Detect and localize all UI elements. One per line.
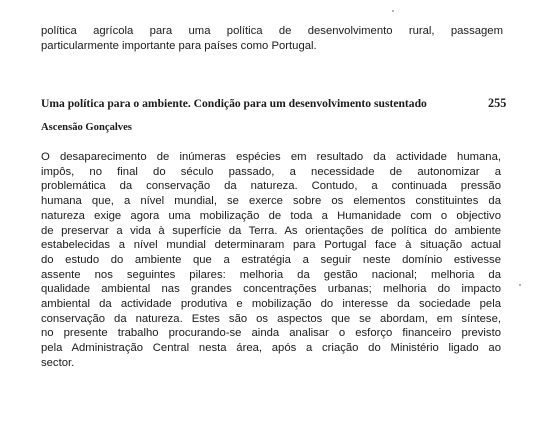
scan-speck — [392, 10, 394, 12]
article-title: Uma política para o ambiente. Condição para um desenvolvimento sustentado — [41, 97, 427, 110]
paragraph-line: política agrícola para uma política de desenvolvimento rural, passagem — [41, 25, 503, 37]
abstract-line: pela Administração Central nesta área, após a criação do Ministério ligado ao — [41, 342, 501, 355]
abstract-line: impôs, no final do século passado, a necessidade de autonomizar a — [41, 165, 501, 178]
paragraph-line: particularmente importante para países como Portugal. — [41, 39, 317, 52]
abstract-line: O desaparecimento de inúmeras espécies em resultado da actividade humana, — [41, 151, 501, 163]
article-author: Ascensão Gonçalves — [41, 122, 132, 133]
abstract-line: ambiental da actividade produtiva e mobilização do interesse da sociedade pela — [41, 298, 501, 311]
article-abstract — [41, 150, 501, 371]
abstract-line: de preservar a vida à superfície da Terra. As orientações de política do ambiente — [41, 224, 501, 237]
previous-article-paragraph — [41, 24, 503, 53]
page-number: 255 — [488, 96, 507, 110]
abstract-line: humana que, a nível mundial, se exerce sobre os elementos constituintes da — [41, 195, 501, 208]
abstract-line: natureza exige agora uma mobilização de toda a Humanidade com o objectivo — [41, 209, 501, 222]
abstract-line: sector. — [41, 356, 75, 369]
scan-speck — [519, 284, 521, 286]
abstract-line: problemática da conservação da natureza. Contudo, a continuada pressão — [41, 180, 501, 193]
abstract-line: no presente trabalho procurando-se ainda analisar o esforço financeiro previsto — [41, 327, 501, 340]
abstract-line: do estudo do ambiente que a estratégia a seguir neste domínio estivesse — [41, 253, 501, 266]
abstract-line: assente nos seguintes pilares: melhoria da gestão nacional; melhoria da — [41, 268, 501, 281]
abstract-line: qualidade ambiental nas grandes concentrações urbanas; melhoria do impacto — [41, 283, 501, 296]
abstract-line: conservação da natureza. Estes são os aspectos que se abordam, em síntese, — [41, 312, 501, 325]
abstract-line: estabelecidas a nível mundial determinaram para Portugal face à situação actual — [41, 239, 501, 252]
